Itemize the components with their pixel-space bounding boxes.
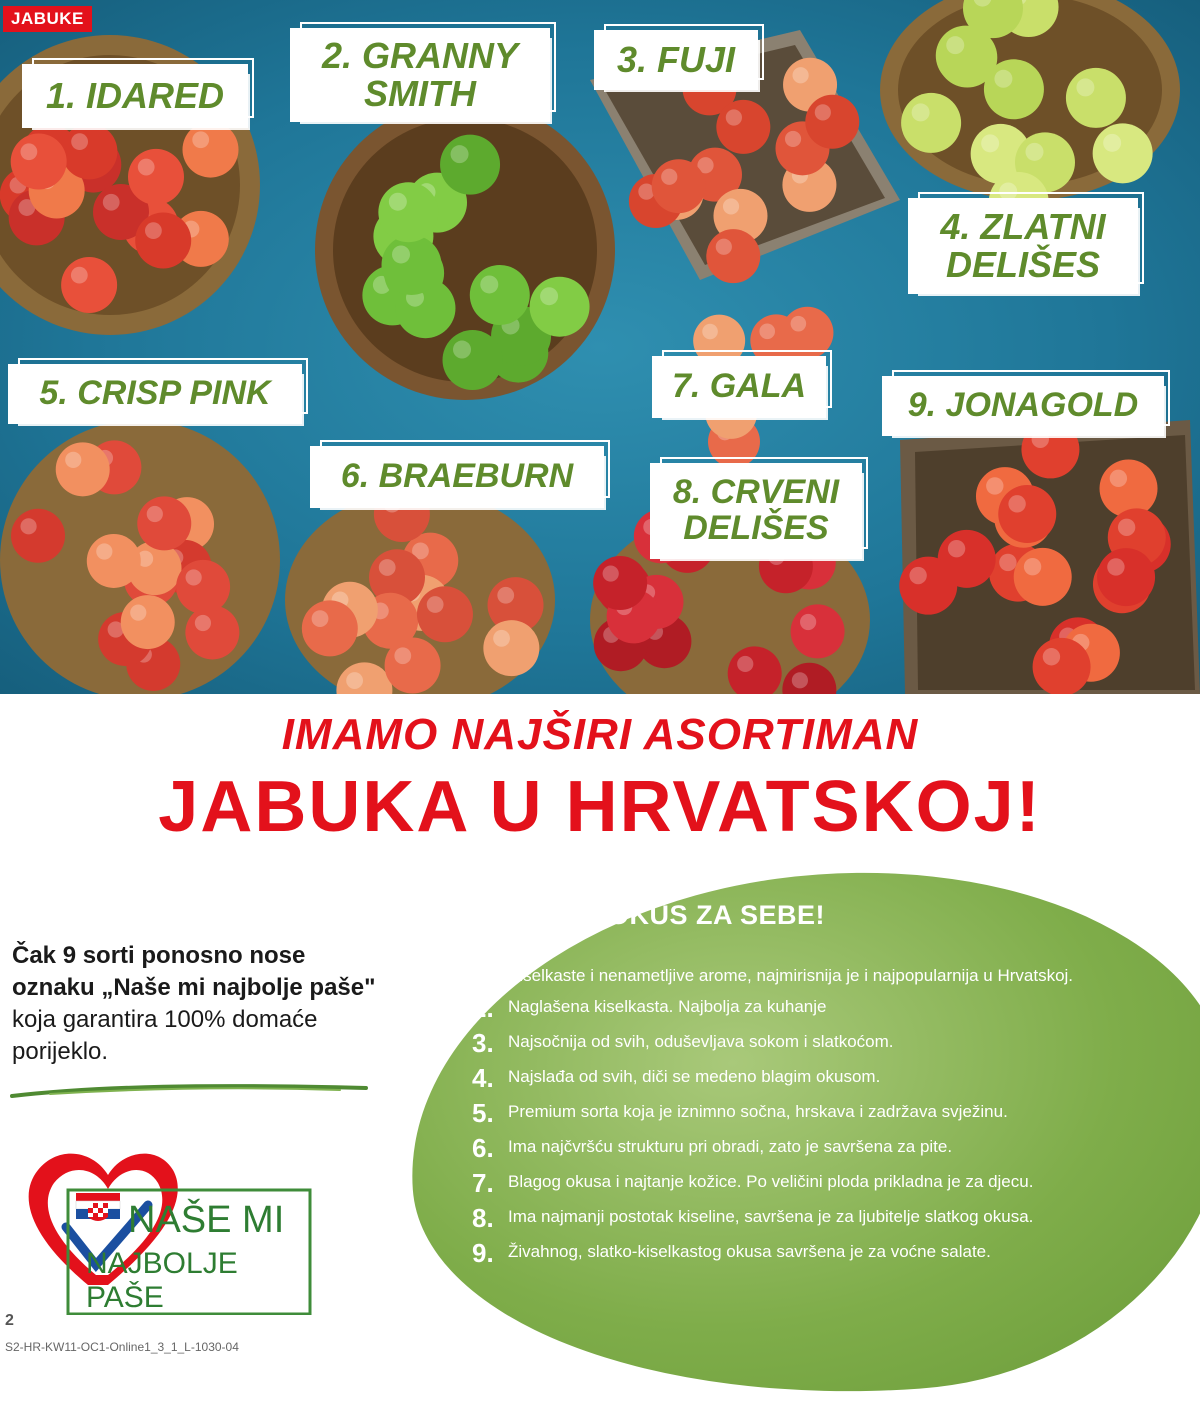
apple-highlight [103,194,120,211]
apple-shape [137,496,191,550]
item-number: 5. [472,1098,494,1128]
apple-highlight [723,198,739,214]
apple-highlight [65,452,81,468]
apple-highlight [1024,558,1041,575]
apple-shape [183,122,239,178]
apple-shape [1100,459,1158,517]
label-fuji [596,32,756,88]
apple-highlight [1025,143,1043,161]
list-item [472,1063,1192,1093]
apple-shape [61,123,117,179]
apple-shape [470,265,530,325]
intro-rest: koja garantira 100% domaće porijeklo. [12,1006,318,1065]
apple-shape [185,605,239,659]
apple-highlight [661,169,677,185]
item-number: 1. [472,957,494,987]
item-text: Kiselkaste i nenametljive arome, najmirisnija je i najpopularnija u Hrvatskoj. [508,966,1074,985]
apple-shape [805,95,859,149]
apple-highlight [493,630,510,647]
apple-highlight [138,159,155,176]
apple-highlight [791,316,807,332]
label-text: 1. IDARED [45,75,225,117]
item-text: Naglašena kiselkasta. Najbolja za kuhanje [508,997,827,1016]
apple-highlight [71,133,88,150]
item-text: Najsočnija od svih, oduševljava sokom i slatkoćom. [508,1032,894,1051]
green-underline-stroke [10,1082,370,1102]
logo-line1: NAŠE MI [128,1199,285,1241]
item-number: 7. [472,1168,494,1198]
list-item [472,993,1192,1023]
apple-highlight [312,610,329,627]
apple-highlight [946,36,964,54]
apple-shape [378,182,438,242]
list-item [472,1203,1192,1233]
label-text: 5. CRISP PINK [39,374,271,413]
apple-highlight [785,131,801,147]
description-list [472,957,1192,1276]
logo-line2: NAJBOLJE PAŠE [86,1247,238,1314]
apple-shape [782,663,836,694]
apple-highlight [71,267,88,284]
apple-shape [56,442,110,496]
apple-shape [440,135,500,195]
label-text: 8. CRVENI [672,473,840,512]
apple-highlight [999,182,1017,200]
apple-shape [1033,638,1091,694]
apple-shape [87,534,141,588]
apple-shape [901,93,961,153]
label-crveni-delises [652,465,860,557]
apple-shape [899,557,957,615]
apple-shape [1093,123,1153,183]
apple-highlight [792,672,808,688]
apple-highlight [759,324,775,340]
apple-shape [135,212,191,268]
apple-highlight [1118,519,1135,536]
label-text: 3. FUJI [616,39,736,81]
item-number: 2. [472,993,494,1023]
apple-highlight [986,477,1003,494]
apple-highlight [392,245,410,263]
headline-line2: JABUKA U HRVATSKOJ! [158,767,1042,847]
apple-highlight [427,596,444,613]
apple-highlight [96,543,112,559]
apple-highlight [540,287,558,305]
label-text: 7. GALA [671,367,807,406]
apple-highlight [192,131,209,148]
print-code: S2-HR-KW11-OC1-Online1_3_1_L-1030-04 [5,1340,239,1354]
apple-shape [716,100,770,154]
page-number: 2 [5,1312,14,1329]
apple-shape [706,229,760,283]
apple-shape [11,134,67,190]
item-number: 6. [472,1133,494,1163]
apple-highlight [389,193,407,211]
label-zlatni-delises [910,200,1136,292]
label-text: SMITH [364,73,476,114]
list-item [472,1168,1192,1198]
label-text: 4. ZLATNI [940,206,1106,248]
category-tag: JABUKE [3,6,92,32]
item-text: Ima najčvršću strukturu pri obradi, zato je savršena za pite. [508,1137,953,1156]
intro-text [12,940,392,1068]
apple-highlight [451,145,469,163]
apple-highlight [145,222,162,239]
label-text: 2. GRANNY [321,35,519,77]
apple-shape [382,235,442,295]
list-item [472,1238,1192,1268]
apple-shape [936,26,996,86]
apple-shape [302,600,358,656]
apple-highlight [1076,78,1094,96]
item-text: Živahnog, slatko-kiselkastog okusa savršena je za voćne salate. [508,1242,991,1261]
apple-highlight [815,104,831,120]
apple-highlight [1043,648,1060,665]
apple-highlight [186,569,202,585]
apple-highlight [792,67,808,83]
apple-highlight [480,275,498,293]
label-idared [24,66,246,126]
label-granny-smith [292,30,548,120]
apple-highlight [737,656,753,672]
apple-highlight [20,143,37,160]
apple-shape [443,330,503,390]
apple-shape [336,662,392,694]
label-text: DELIŠES [683,509,829,547]
apple-highlight [999,554,1016,571]
apple-shape [781,307,833,359]
label-text: DELIŠES [945,244,1101,285]
nase-mi-najbolje-pase-logo [18,1135,318,1315]
apple-highlight [394,647,411,664]
item-number: 4. [472,1063,494,1093]
item-text: Ima najmanji postotak kiseline, savršena je za ljubitelje slatkog okusa. [508,1207,1034,1226]
apple-highlight [800,614,816,630]
label-braeburn [312,448,602,506]
apple-shape [728,646,782,694]
apple-shape [128,149,184,205]
label-crisp-pink [10,366,300,422]
item-number: 9. [472,1238,494,1268]
item-number: 8. [472,1203,494,1233]
headline-line1: IMAMO NAJŠIRI ASORTIMAN [281,710,919,759]
list-item [472,1098,1192,1128]
label-text: 6. BRAEBURN [340,457,574,496]
apple-highlight [195,615,211,631]
label-text: 9. JONAGOLD [907,386,1139,425]
find-title: PRONAĐI OKUS ZA SEBE! [472,900,826,930]
apple-shape [11,509,65,563]
label-jonagold [884,378,1162,434]
apple-shape [385,638,441,694]
intro-bold: Čak 9 sorti ponosno nose oznaku „Naše mi najbolje paše" [12,942,376,1001]
apple-shape [652,159,706,213]
item-text: Najslađa od svih, diči se medeno blagim okusom. [508,1067,881,1086]
apple-highlight [147,506,163,522]
apple-highlight [1008,495,1025,512]
apple-highlight [716,239,732,255]
apple-highlight [1103,134,1121,152]
apple-shape [121,595,175,649]
label-gala [654,358,824,416]
apple-highlight [453,341,471,359]
apple-highlight [981,134,999,152]
apple-highlight [346,672,363,689]
item-number: 3. [472,1028,494,1058]
apple-shape [530,277,590,337]
item-text: Blagog okusa i najtanje kožice. Po veličini ploda prikladna je za djecu. [508,1172,1034,1191]
apple-shape [1066,68,1126,128]
apple-shape [1097,548,1155,606]
item-text: Premium sorta koja je iznimno sočna, hrskava i zadržava svježinu. [508,1102,1008,1121]
apple-shape [791,604,845,658]
apple-shape [176,560,230,614]
apple-shape [417,586,473,642]
apple-highlight [130,605,146,621]
apple-shape [593,556,647,610]
apple-highlight [497,587,514,604]
apple-highlight [726,109,742,125]
apple-highlight [1107,558,1124,575]
apple-shape [483,620,539,676]
apple-highlight [994,70,1012,88]
apple-highlight [603,565,619,581]
apple-highlight [20,518,36,534]
apple-shape [998,485,1056,543]
apple-highlight [909,567,926,584]
list-item [472,1028,1192,1058]
list-item [472,1133,1192,1163]
apple-highlight [1110,470,1127,487]
apple-highlight [702,324,718,340]
apple-shape [1014,548,1072,606]
apple-highlight [912,103,930,121]
apple-shape [61,257,117,313]
apple-highlight [379,559,396,576]
list-item [472,957,1192,992]
apple-highlight [948,540,965,557]
